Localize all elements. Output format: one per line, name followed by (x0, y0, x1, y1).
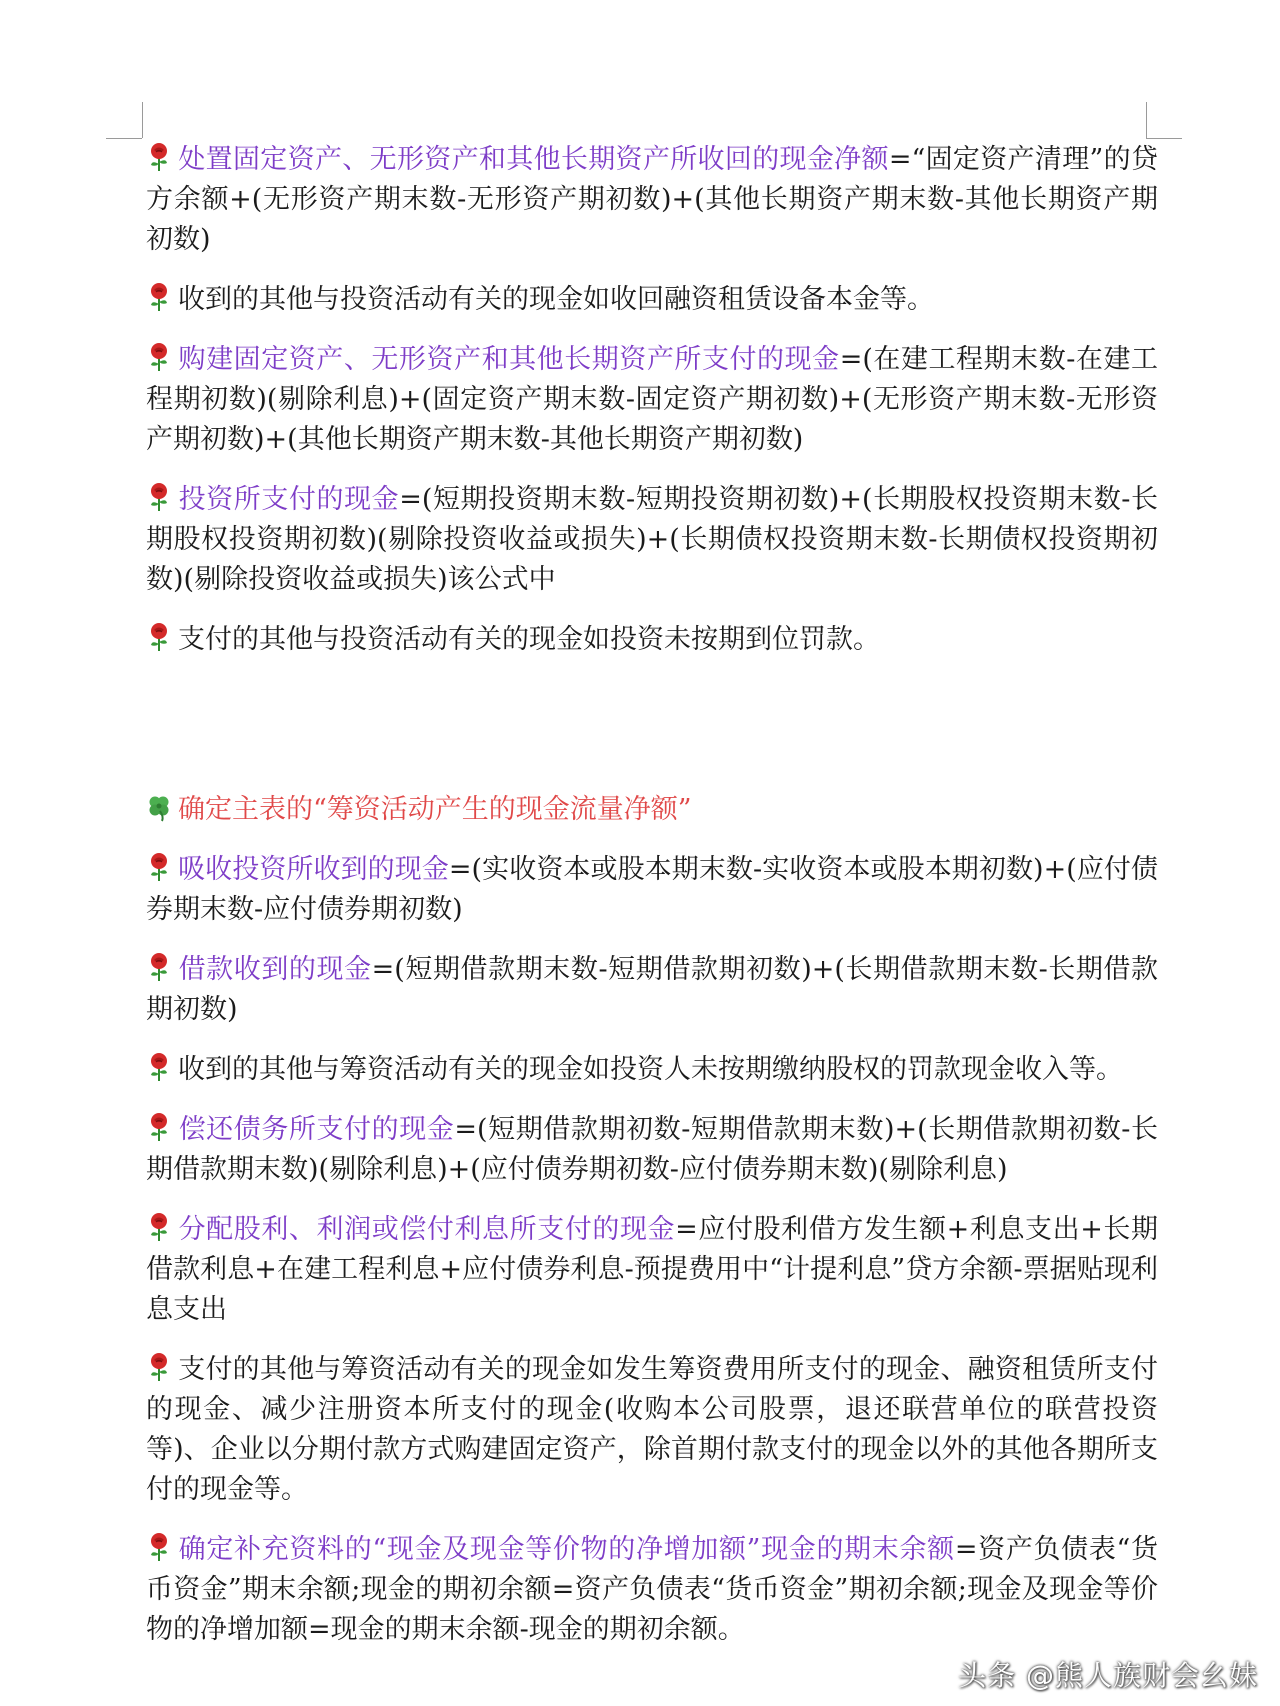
paragraph-11-highlight: 分配股利、利润或偿付利息所支付的现金 (178, 1214, 676, 1245)
paragraph-8 (146, 950, 1158, 1030)
paragraph-2 (146, 280, 1158, 320)
paragraph-10-text: =(短期借款期初数-短期借款期末数)+(长期借款期初数-长期借款期末数)(剔除利息)+(应付债券期初数-应付债券期末数)(剔除利息) (146, 1114, 1159, 1185)
paragraph-1-highlight: 处置固定资产、无形资产和其他长期资产所收回的现金净额 (178, 144, 889, 175)
rose-icon (146, 1532, 172, 1562)
paragraph-3 (146, 340, 1158, 460)
paragraph-7-text: =(实收资本或股本期末数-实收资本或股本期初数)+(应付债券期末数-应付债券期初数) (146, 854, 1158, 925)
crop-mark-top-left-v (142, 102, 143, 138)
rose-icon (146, 282, 172, 312)
paragraph-13 (146, 1530, 1158, 1650)
rose-icon (146, 1052, 172, 1082)
section-heading (146, 790, 1158, 830)
paragraph-13-text: =资产负债表“货币资金”期末余额;现金的期初余额=资产负债表“货币资金”期初余额;现金及现金等价物的净增加额=现金的期末余额-现金的期初余额。 (146, 1534, 1158, 1645)
paragraph-9-text: 收到的其他与筹资活动有关的现金如投资人未按期缴纳股权的罚款现金收入等。 (178, 1054, 1123, 1085)
paragraph-12 (146, 1350, 1158, 1510)
rose-icon (146, 342, 172, 372)
paragraph-11-text: =应付股利借方发生额+利息支出+长期借款利息+在建工程利息+应付债券利息-预提费用中“计提利息”贷方余额-票据贴现利息支出 (146, 1214, 1159, 1325)
paragraph-4 (146, 480, 1158, 600)
paragraph-7 (146, 850, 1158, 930)
rose-icon (146, 952, 172, 982)
paragraph-1 (146, 140, 1158, 260)
crop-mark-top-right-v (1146, 102, 1147, 138)
paragraph-2-text: 收到的其他与投资活动有关的现金如收回融资租赁设备本金等。 (178, 284, 934, 315)
document-body (146, 140, 1158, 1670)
paragraph-13-highlight: 确定补充资料的“现金及现金等价物的净增加额”现金的期末余额 (178, 1534, 955, 1565)
paragraph-1-text: =“固定资产清理”的贷方余额+(无形资产期末数-无形资产期初数)+(其他长期资产期末数-其他长期资产期初数) (146, 144, 1158, 255)
rose-icon (146, 1212, 172, 1242)
paragraph-7-highlight: 吸收投资所收到的现金 (178, 854, 449, 885)
paragraph-4-highlight: 投资所支付的现金 (178, 484, 400, 515)
section-title: 确定主表的“筹资活动产生的现金流量净额” (178, 794, 692, 825)
paragraph-11 (146, 1210, 1158, 1330)
paragraph-4-text: =(短期投资期末数-短期投资期初数)+(长期股权投资期末数-长期股权投资期初数)(剔除投资收益或损失)+(长期债权投资期末数-长期债权投资期初数)(剔除投资收益或损失)该公式中 (146, 484, 1159, 595)
rose-icon (146, 1112, 172, 1142)
rose-icon (146, 482, 172, 512)
rose-icon (146, 1352, 172, 1382)
paragraph-8-text: =(短期借款期末数-短期借款期初数)+(长期借款期末数-长期借款期初数) (146, 954, 1159, 1025)
paragraph-5 (146, 620, 1158, 660)
watermark: 头条 @熊人族财会幺妹 (958, 1659, 1258, 1692)
clover-icon (146, 792, 172, 822)
crop-mark-top-right-h (1146, 138, 1182, 139)
paragraph-5-text: 支付的其他与投资活动有关的现金如投资未按期到位罚款。 (178, 624, 880, 655)
rose-icon (146, 852, 172, 882)
paragraph-10 (146, 1110, 1158, 1190)
paragraph-9 (146, 1050, 1158, 1090)
rose-icon (146, 142, 172, 172)
paragraph-12-text: 支付的其他与筹资活动有关的现金如发生筹资费用所支付的现金、融资租赁所支付的现金、减少注册资本所支付的现金(收购本公司股票，退还联营单位的联营投资等)、企业以分期付款方式购建固定资产，除首期付款支付的现金以外的其他各期所支付的现金等。 (146, 1354, 1158, 1505)
crop-mark-top-left-h (106, 138, 142, 139)
paragraph-3-highlight: 购建固定资产、无形资产和其他长期资产所支付的现金 (178, 344, 840, 375)
paragraph-10-highlight: 偿还债务所支付的现金 (178, 1114, 455, 1145)
paragraph-8-highlight: 借款收到的现金 (178, 954, 372, 985)
paragraph-3-text: =(在建工程期末数-在建工程期初数)(剔除利息)+(固定资产期末数-固定资产期初数)+(无形资产期末数-无形资产期初数)+(其他长期资产期末数-其他长期资产期初数) (146, 344, 1159, 455)
rose-icon (146, 622, 172, 652)
